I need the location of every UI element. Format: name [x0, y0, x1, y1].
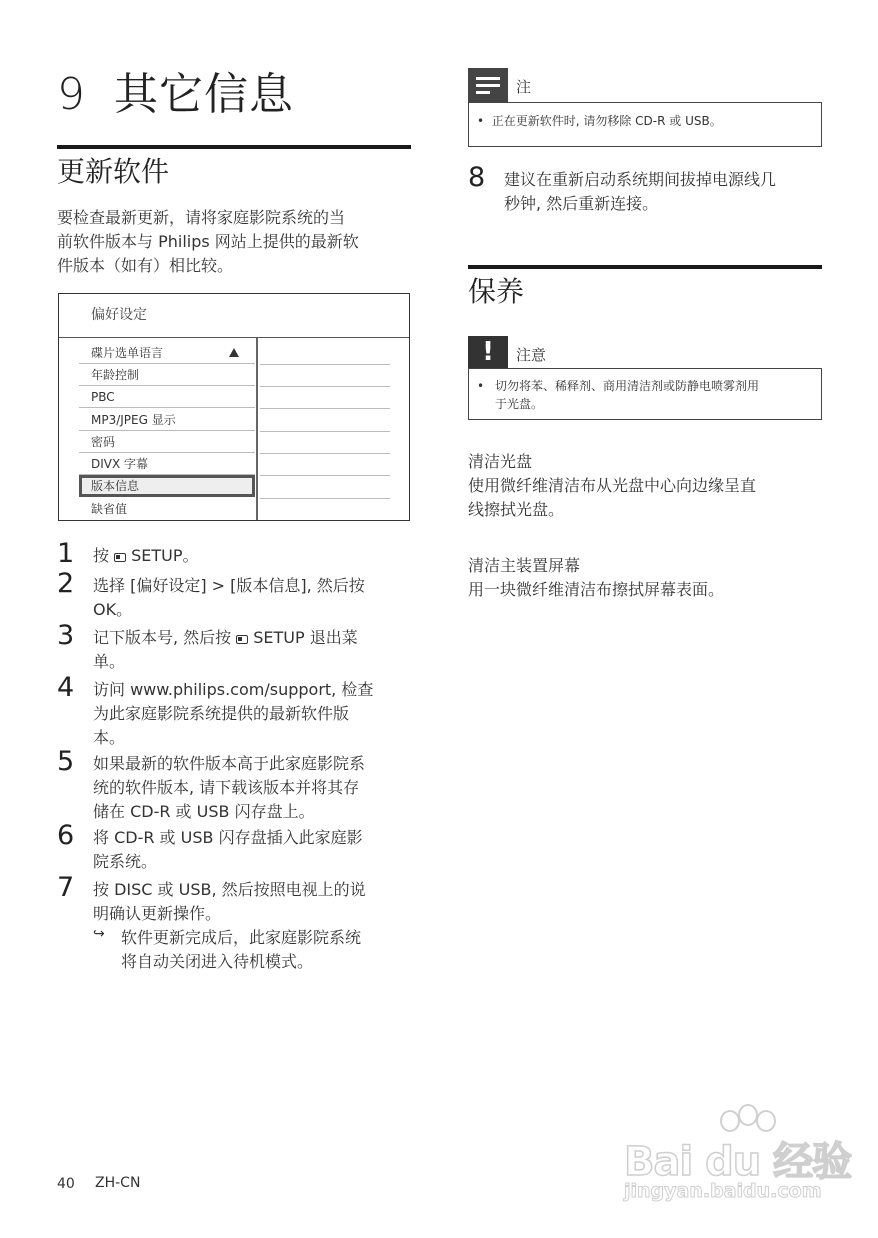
- menu-row: DIVX 字幕: [79, 453, 255, 475]
- step-text: [93, 574, 413, 622]
- language-code: ZH-CN: [95, 1175, 141, 1191]
- menu-row: 碟片选单语言: [79, 342, 255, 364]
- step-number: 6: [57, 820, 75, 851]
- baidu-watermark-logo: [624, 1130, 852, 1210]
- chapter-title: [57, 58, 294, 122]
- step-line: 为此家庭影院系统提供的最新软件版: [93, 704, 350, 723]
- step-line: 单。: [93, 652, 126, 671]
- menu-column-divider: [256, 338, 258, 520]
- step-line: 记下版本号, 然后按 SETUP 退出菜: [93, 628, 358, 647]
- intro-line: 要检查最新更新，请将家庭影院系统的当: [57, 208, 346, 227]
- note-box: [468, 102, 822, 147]
- scroll-up-icon: [229, 348, 239, 357]
- step-line: OK。: [93, 600, 133, 619]
- result-arrow-icon: ↪: [93, 926, 105, 942]
- watermark-url: jingyan.baidu.com: [624, 1180, 822, 1202]
- intro-line: 前软件版本与 Philips 网站上提供的最新软: [57, 232, 359, 251]
- note-label: 注: [516, 78, 532, 96]
- caution-icon: !: [468, 336, 508, 368]
- section-rule: [468, 265, 822, 269]
- note-icon: [468, 68, 508, 102]
- step-line: 建议在重新启动系统期间拔掉电源线几: [504, 170, 777, 189]
- menu-value-line: [260, 498, 390, 499]
- menu-title: 偏好设定: [91, 307, 147, 323]
- caution-bullet: •: [477, 379, 485, 393]
- step-line: 统的软件版本, 请下载该版本并将其存: [93, 778, 360, 797]
- setup-icon: [236, 635, 248, 644]
- menu-row: PBC: [79, 386, 255, 408]
- step-number: 8: [468, 162, 486, 193]
- menu-row: 密码: [79, 431, 255, 453]
- step-line: 储在 CD-R 或 USB 闪存盘上。: [93, 802, 315, 821]
- step-number: 1: [57, 538, 75, 569]
- step-line: 将 CD-R 或 USB 闪存盘插入此家庭影: [93, 828, 363, 847]
- step-line: 选择 [偏好设定] > [版本信息], 然后按: [93, 576, 365, 595]
- clean-screen: 清洁主装置屏幕 用一块微纤维清洁布擦拭屏幕表面。: [468, 554, 828, 602]
- step-text: [93, 878, 413, 926]
- step-number: 7: [57, 872, 75, 903]
- menu-row: MP3/JPEG 显示: [79, 409, 255, 431]
- note-bullet: • 正在更新软件时, 请勿移除 CD-R 或 USB。: [477, 114, 722, 128]
- chapter-name: 其它信息: [114, 69, 294, 120]
- step-line: 明确认更新操作。: [93, 904, 222, 923]
- menu-value-line: [260, 408, 390, 409]
- step-text: [93, 826, 413, 874]
- step-number: 2: [57, 568, 75, 599]
- menu-row-selected: 版本信息: [79, 475, 255, 497]
- caution-box: [468, 368, 822, 420]
- intro-line: 件版本（如有）相比较。: [57, 256, 234, 275]
- step-number: 3: [57, 620, 75, 651]
- settings-menu-illustration: [58, 293, 410, 521]
- step-line: 按 DISC 或 USB, 然后按照电视上的说: [93, 880, 366, 899]
- menu-value-line: [260, 386, 390, 387]
- menu-value-line: [260, 431, 390, 432]
- subheading: 清洁主装置屏幕: [468, 556, 581, 575]
- page-number: 40: [57, 1176, 75, 1192]
- step-line: 秒钟, 然后重新连接。: [504, 194, 659, 213]
- step-text: [93, 678, 413, 750]
- subheading: 清洁光盘: [468, 452, 533, 471]
- step-number: 5: [57, 746, 75, 777]
- chapter-number: 9: [57, 69, 86, 120]
- section-rule: [57, 145, 411, 149]
- step-text: 按 SETUP。: [93, 546, 199, 565]
- step-line: 院系统。: [93, 852, 158, 871]
- menu-value-line: [260, 364, 390, 365]
- setup-icon: [114, 553, 126, 562]
- care-heading: 保养: [468, 275, 525, 308]
- menu-value-line: [260, 475, 390, 476]
- result-text: [121, 926, 413, 974]
- step-text: [93, 626, 413, 674]
- step-line: 访问 www.philips.com/support, 检查: [93, 680, 374, 699]
- watermark-main: Bai du 经验: [624, 1139, 852, 1185]
- step-text: [93, 752, 413, 824]
- update-heading: 更新软件: [57, 155, 170, 188]
- caution-text: 切勿将苯、稀释剂、商用清洁剂或防静电喷雾剂用 于光盘。: [495, 379, 760, 411]
- step-line: 如果最新的软件版本高于此家庭影院系: [93, 754, 366, 773]
- menu-row: 年龄控制: [79, 364, 255, 386]
- menu-row: 缺省值: [91, 502, 128, 516]
- result-line: 将自动关闭进入待机模式。: [121, 952, 314, 971]
- step-number: 4: [57, 672, 75, 703]
- caution-label: 注意: [516, 346, 547, 364]
- update-intro: [57, 206, 417, 278]
- menu-divider: [59, 337, 409, 338]
- result-line: 软件更新完成后，此家庭影院系统: [121, 928, 362, 947]
- clean-disc: 清洁光盘 使用微纤维清洁布从光盘中心向边缘呈直 线擦拭光盘。: [468, 450, 828, 522]
- step-text: [504, 168, 824, 216]
- menu-value-line: [260, 453, 390, 454]
- step-line: 本。: [93, 728, 126, 747]
